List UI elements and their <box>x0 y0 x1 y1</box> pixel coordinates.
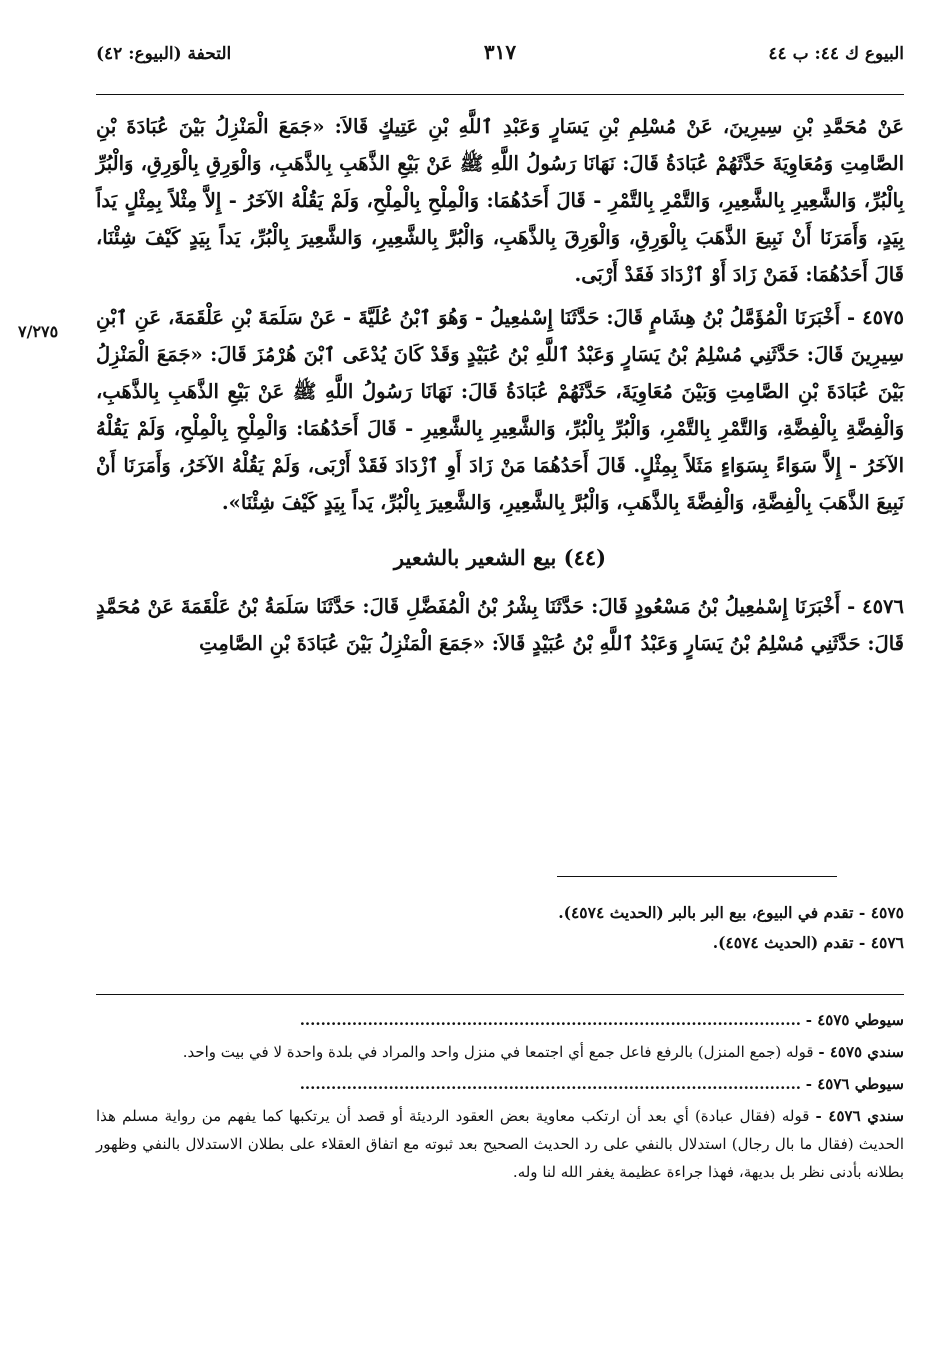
commentary-text: قوله (فقال عبادة) أي بعد أن ارتكب معاوية بعض العقود الرديئة أو قصد أن يرتكبها كما يفهم من رواية مسلم هذا الحديث (فقال ما بال رجال) استدلال بالنفي على رد الحديث الصحيح بعد ثبوته مع اتفاق العقلاء على بطلان الاستدلال بالنفي وظهور بطلانه بأدنى نظر بل بديهة، فهذا جراءة عظيمة يغفر الله لنا وله. <box>96 1107 904 1181</box>
footnote-4575: ٤٥٧٥ - تقدم في البيوع، بيع البر بالبر (الحديث ٤٥٧٤). <box>558 903 904 922</box>
commentary-text: قوله (جمع المنزل) بالرفع فاعل جمع أي اجتمعا في منزل واحد والمراد في بلدة واحدة لا في بيت واحد. <box>182 1043 814 1061</box>
commentary-label: سندي ٤٥٧٥ - <box>818 1043 904 1061</box>
dot-leader: ................................................................................................ <box>299 1075 802 1093</box>
hadith-continuation: عَنْ مُحَمَّدِ بْنِ سِيرِينَ، عَنْ مُسْلِمِ بْنِ يَسَارٍ وَعَبْدِ ٱللَّهِ بْنِ عَتِيكٍ قَالاَ: «جَمَعَ الْمَنْزِلُ بَيْنَ عُبَادَةَ بْنِ الصَّامِتِ وَمُعَاوِيَةَ حَدَّثَهُمْ عُبَادَةُ قَالَ: نَهَانَا رَسُولُ اللَّهِ ﷺ عَنْ بَيْعِ الذَّهَبِ بِالذَّهَبِ، وَالْوَرِقِ بِالْوَرِقِ، وَالْبُرِّ بِالْبُرِّ، وَالشَّعِيرِ بِالشَّعِيرِ، وَالتَّمْرِ بِالتَّمْرِ - قَالَ أَحَدُهُمَا: وَالْمِلْحِ بِالْمِلْحِ، وَلَمْ يَقُلْهُ الآخَرُ - إِلاَّ مِثْلاً بِمِثْلٍ يَداً بِيَدٍ، وَأَمَرَنَا أَنْ نَبِيعَ الذَّهَبَ بِالْوَرِقِ، وَالْوَرِقَ بِالذَّهَبِ، وَالْبُرَّ بِالشَّعِيرِ، وَالشَّعِيرَ بِالْبُرِّ، يَداً بِيَدٍ كَيْفَ شِئْنَا، قَالَ أَحَدُهُمَا: فَمَنْ زَادَ أَوْ ٱزْدَادَ فَقَدْ أَرْبَى. <box>96 115 904 286</box>
suyuti-4575 <box>96 1006 904 1034</box>
footnote-divider <box>557 876 837 877</box>
header-divider <box>96 94 904 95</box>
footnotes <box>96 898 904 958</box>
page-header <box>96 38 904 74</box>
page-number: ٣١٧ <box>483 40 517 64</box>
hadith-4576 <box>96 588 904 662</box>
footnote-4576: ٤٥٧٦ - تقدم (الحديث ٤٥٧٤). <box>712 933 904 952</box>
main-text <box>96 108 904 668</box>
hadith-4575 <box>96 299 904 521</box>
chapter-title: (٤٤) بيع الشعير بالشعير <box>393 545 607 570</box>
commentary-label: سيوطي ٤٥٧٥ - <box>805 1011 904 1029</box>
margin-reference: ٧/٢٧٥ <box>18 322 59 341</box>
commentary-label: سيوطي ٤٥٧٦ - <box>805 1075 904 1093</box>
suyuti-4576 <box>96 1070 904 1098</box>
hadith-number: ٤٥٧٥ <box>862 306 905 329</box>
dot-leader: ................................................................................................ <box>299 1011 802 1029</box>
commentary-divider <box>96 994 904 995</box>
commentary <box>96 1006 904 1190</box>
header-tuhfa-ref: التحفة (البيوع: ٤٢) <box>96 44 232 64</box>
sindi-4576 <box>96 1102 904 1186</box>
sindi-4575 <box>96 1038 904 1066</box>
hadith-text: - أَخْبَرَنَا إِسْمٰعِيلُ بْنُ مَسْعُودٍ قَالَ: حَدَّثَنَا بِشْرُ بْنُ الْمُفَضَّلِ قَالَ: حَدَّثَنَا سَلَمَةُ بْنُ عَلْقَمَةَ عَنْ مُحَمَّدٍ قَالَ: حَدَّثَنِي مُسْلِمُ بْنُ يَسَارٍ وَعَبْدُ ٱللَّهِ بْنُ عُبَيْدٍ قَالاَ: «جَمَعَ الْمَنْزِلُ بَيْنَ عُبَادَةَ بْنِ الصَّامِتِ <box>96 595 904 655</box>
commentary-label: سندي ٤٥٧٦ - <box>815 1107 904 1125</box>
header-chapter-ref: البيوع ك ٤٤: ب ٤٤ <box>768 44 904 64</box>
hadith-text: - أَخْبَرَنَا الْمُؤَمَّلُ بْنُ هِشَامٍ قَالَ: حَدَّثَنَا إِسْمٰعِيلُ - وَهُوَ ٱبْنُ عُلَيَّةَ - عَنْ سَلَمَةَ بْنِ عَلْقَمَةَ، عَنِ ٱبْنِ سِيرِينَ قَالَ: حَدَّثَنِي مُسْلِمُ بْنُ يَسَارٍ وَعَبْدُ ٱللَّهِ بْنُ عُبَيْدٍ وَقَدْ كَانَ يُدْعَى ٱبْنَ هُرْمُزَ قَالَ: «جَمَعَ الْمَنْزِلُ بَيْنَ عُبَادَةَ بْنِ الصَّامِتِ وَبَيْنَ مُعَاوِيَةَ، حَدَّثَهُمْ عُبَادَةُ قَالَ: نَهَانَا رَسُولُ اللَّهِ ﷺ عَنْ بَيْعِ الذَّهَبِ بِالذَّهَبِ، وَالْفِضَّةِ بِالْفِضَّةِ، وَالتَّمْرِ بِالتَّمْرِ، وَالْبُرِّ بِالْبُرِّ، وَالشَّعِيرِ بِالشَّعِيرِ - قَالَ أَحَدُهُمَا: وَالْمِلْحِ بِالْمِلْحِ، وَلَمْ يَقُلْهُ الآخَرُ - إِلاَّ سَوَاءً بِسَوَاءٍ مَثَلاً بِمِثْلٍ. قَالَ أَحَدُهُمَا مَنْ زَادَ أَوِ ٱزْدَادَ فَقَدْ أَرْبَى، وَلَمْ يَقُلْهُ الآخَرُ، وَأَمَرَنَا أَنْ نَبِيعَ الذَّهَبَ بِالْفِضَّةِ، وَالْفِضَّةَ بِالذَّهَبِ، وَالْبُرَّ بِالشَّعِيرِ، وَالشَّعِيرَ بِالْبُرِّ، يَداً بِيَدٍ كَيْفَ شِئْنَا». <box>96 306 904 514</box>
hadith-number: ٤٥٧٦ <box>862 595 904 618</box>
